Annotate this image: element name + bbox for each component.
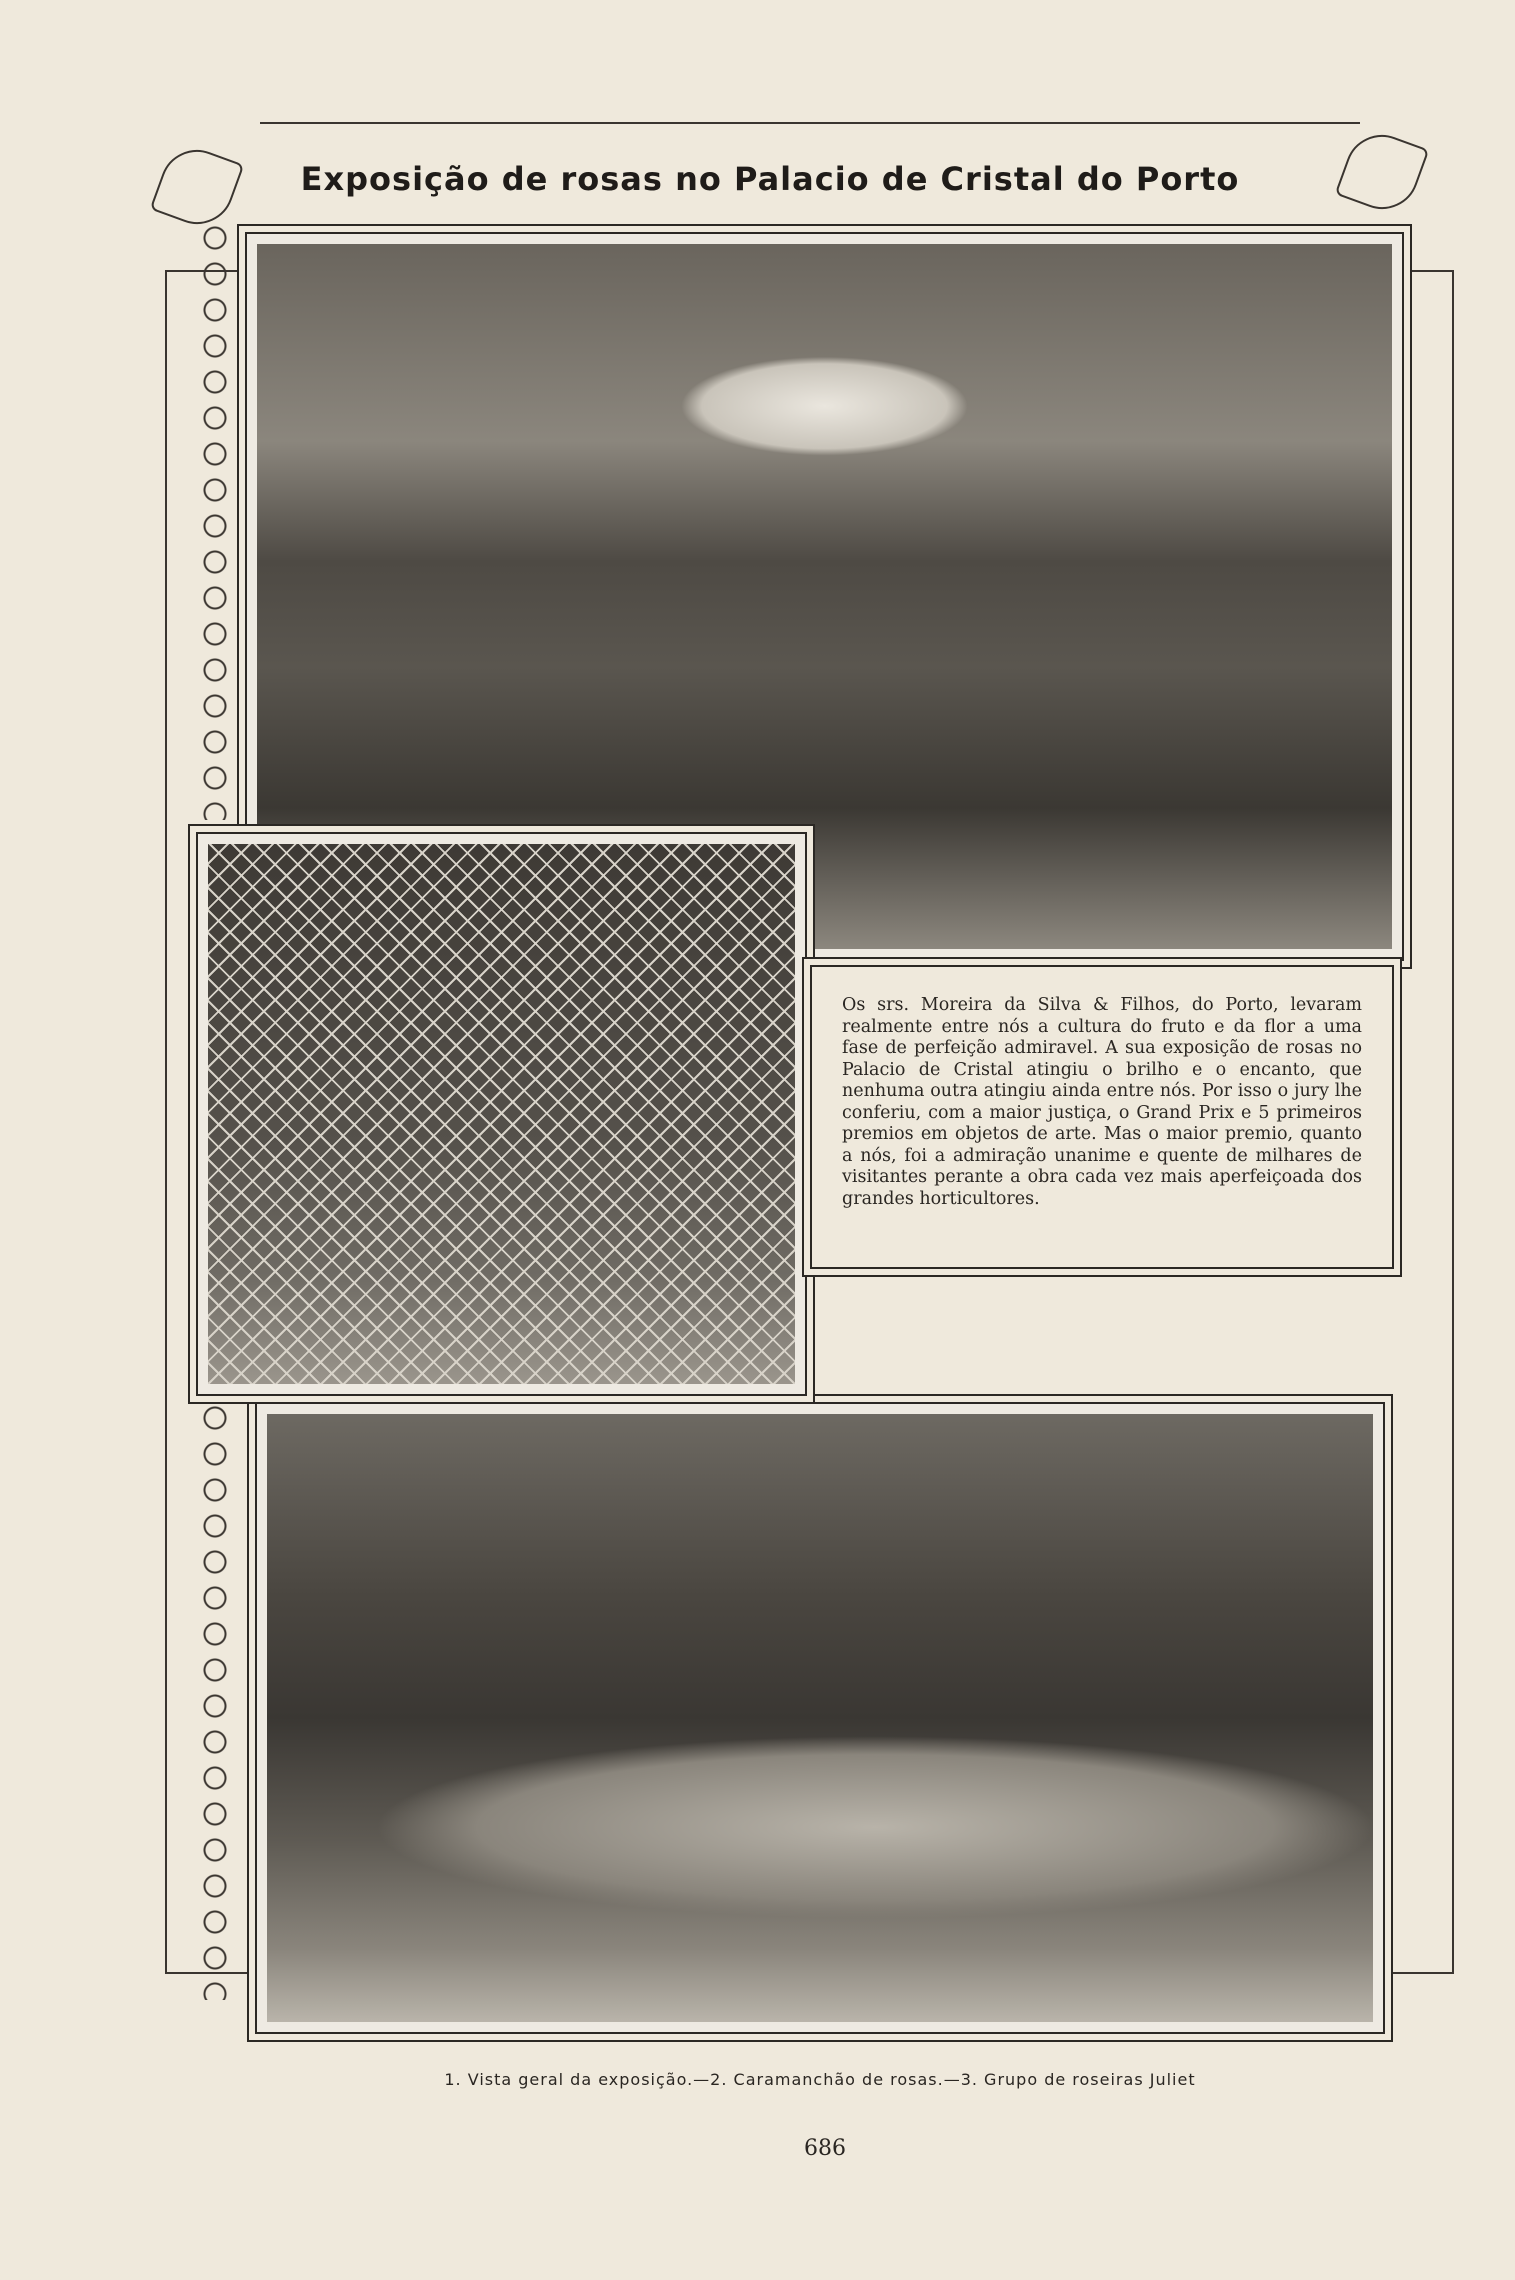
photo-image [267, 1414, 1373, 2022]
article-text: Os srs. Moreira da Silva & Filhos, do Porto, levaram realmente entre nós a cultura do fruto e da flor a uma fase de perfeição admiravel. A sua exposição de rosas no Palacio de Cristal atingiu o brilho e o encanto, que nenhuma outra atingiu ainda entre nós. Por isso o jury lhe conferiu, com a maior justiça, o Grand Prix e 5 primeiros premios em objetos de arte. Mas o maior premio, quanto a nós, foi a admiração unanime e quente de milhares de visitantes perante a obra cada vez mais aperfeiçoada dos grandes horticultores. [842, 995, 1362, 1209]
frame-top-line [260, 122, 1360, 124]
ribbon-bow-ornament [1335, 125, 1430, 220]
photo-caption: 1. Vista geral da exposição.—2. Caramanchão de rosas.—3. Grupo de roseiras Juliet [444, 2070, 1196, 2089]
page-title: Exposição de rosas no Palacio de Cristal do Porto [300, 160, 1240, 198]
rose-vine-ornament [195, 1400, 235, 2000]
photo-rose-group [255, 1402, 1385, 2034]
photo-image [208, 844, 795, 1384]
photo-rose-arbor [196, 832, 807, 1396]
rose-vine-ornament [195, 220, 235, 820]
article-textbox [810, 965, 1394, 1269]
page-number: 686 [804, 2136, 846, 2161]
